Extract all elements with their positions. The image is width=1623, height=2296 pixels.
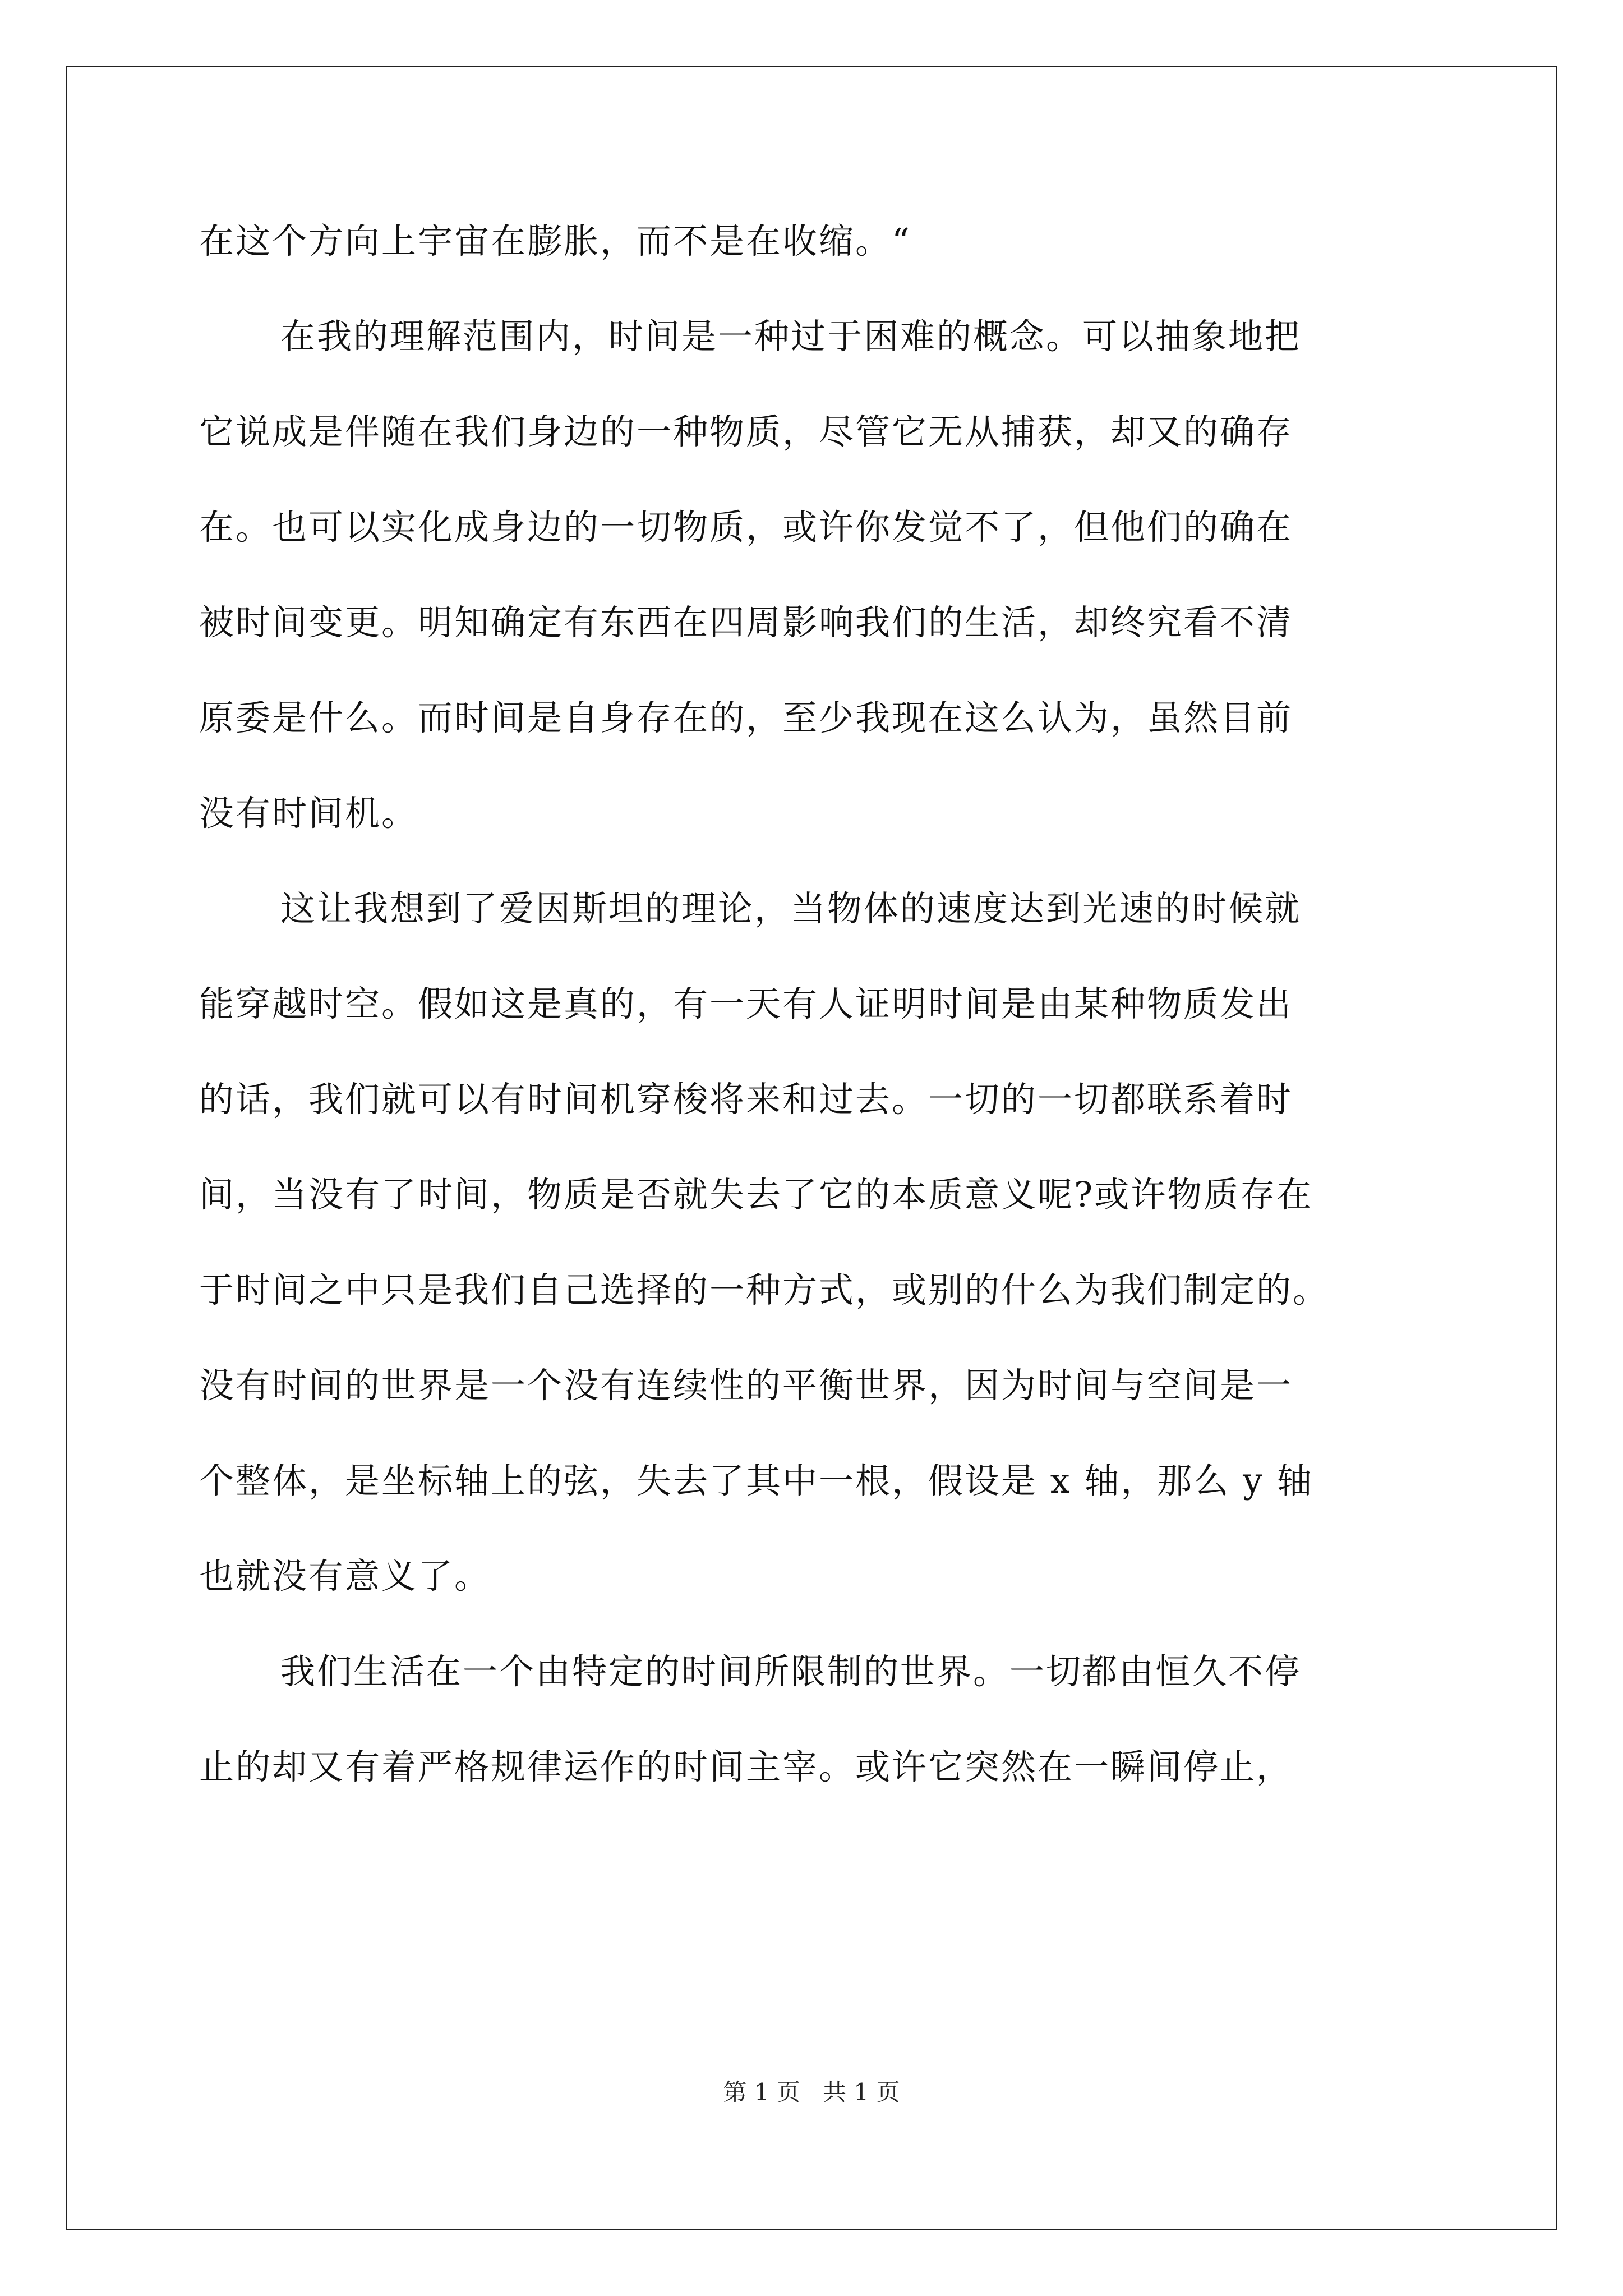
paragraph-first-line: 这让我想到了爱因斯坦的理论，当物体的速度达到光速的时候就 bbox=[280, 888, 1302, 929]
text-line: 于时间之中只是我们自己选择的一种方式，或别的什么为我们制定的。 bbox=[199, 1269, 1330, 1310]
text-line: 没有时间的世界是一个没有连续性的平衡世界，因为时间与空间是一 bbox=[199, 1365, 1293, 1406]
text-line: 个整体，是坐标轴上的弦，失去了其中一根，假设是 x 轴，那么 y 轴 bbox=[199, 1460, 1313, 1501]
text-line: 止的却又有着严格规律运作的时间主宰。或许它突然在一瞬间停止， bbox=[199, 1746, 1293, 1787]
page-number-footer: 第 1 页 共 1 页 bbox=[723, 2078, 900, 2106]
text-line: 也就没有意义了。 bbox=[199, 1556, 491, 1596]
text-line: 被时间变更。明知确定有东西在四周影响我们的生活，却终究看不清 bbox=[199, 602, 1293, 643]
text-line: 能穿越时空。假如这是真的，有一天有人证明时间是由某种物质发出 bbox=[199, 983, 1293, 1024]
paragraph-first-line: 我们生活在一个由特定的时间所限制的世界。一切都由恒久不停 bbox=[280, 1651, 1302, 1692]
text-line: 原委是什么。而时间是自身存在的，至少我现在这么认为，虽然目前 bbox=[199, 697, 1293, 738]
paragraph-first-line: 在我的理解范围内，时间是一种过于困难的概念。可以抽象地把 bbox=[280, 316, 1302, 357]
text-line: 的话，我们就可以有时间机穿梭将来和过去。一切的一切都联系着时 bbox=[199, 1079, 1293, 1120]
text-line: 没有时间机。 bbox=[199, 793, 418, 834]
text-line: 它说成是伴随在我们身边的一种物质，尽管它无从捕获，却又的确存 bbox=[199, 411, 1293, 452]
text-line: 在这个方向上宇宙在膨胀，而不是在收缩。“ bbox=[199, 220, 911, 261]
text-line: 间，当没有了时间，物质是否就失去了它的本质意义呢?或许物质存在 bbox=[199, 1174, 1313, 1215]
page-border bbox=[66, 66, 1557, 2230]
text-line: 在。也可以实化成身边的一切物质，或许你发觉不了，但他们的确在 bbox=[199, 507, 1293, 547]
